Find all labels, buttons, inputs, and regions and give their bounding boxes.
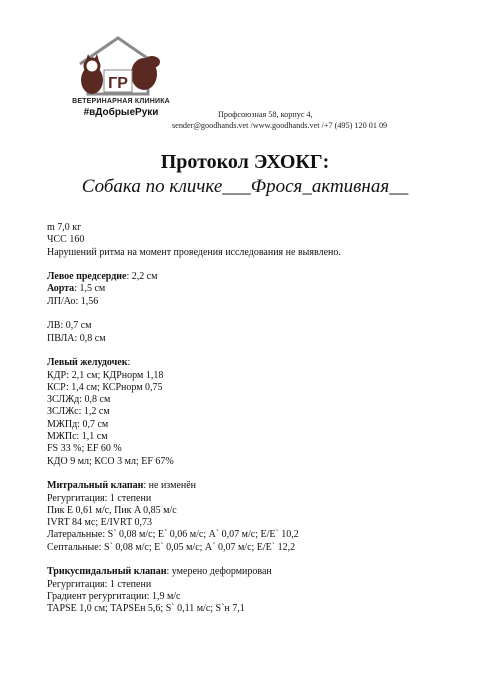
tricuspid-valve-heading bbox=[47, 566, 467, 578]
house-pets-logo-icon bbox=[74, 34, 168, 98]
mitral-measure-line: IVRT 84 мс; E/IVRT 0,73 bbox=[47, 517, 153, 529]
mitral-measure-line: Пик E 0,61 м/с, Пик A 0,85 м/с bbox=[47, 504, 177, 516]
rhythm-line: Нарушений ритма на момент проведения исследования не выявлено. bbox=[47, 246, 341, 258]
clinic-address: Профсоюзная 58, корпус 4, bbox=[218, 110, 313, 119]
lv-measure-line: МЖПд: 0,7 см bbox=[47, 418, 109, 430]
mitral-valve-label: Митральный клапан bbox=[47, 480, 144, 492]
mitral-valve-value: : не изменён bbox=[143, 480, 197, 492]
aorta-label: Аорта bbox=[47, 283, 75, 295]
pvla-line: ПВЛА: 0,8 см bbox=[47, 332, 106, 344]
aorta-value: : 1,5 см bbox=[74, 283, 106, 295]
lv-small-line: ЛВ: 0,7 см bbox=[47, 320, 92, 332]
tricuspid-measure-line: Регургитация: 1 степени bbox=[47, 578, 152, 590]
lv-measure-line: ЗСЛЖс: 1,2 см bbox=[47, 406, 110, 418]
tricuspid-measure-line: TAPSE 1,0 см; TAPSEн 5,6; S` 0,11 м/с; S`н 7,1 bbox=[47, 603, 245, 615]
left-ventricle-colon: : bbox=[127, 357, 131, 369]
left-ventricle-label: Левый желудочек bbox=[47, 357, 128, 369]
report-body bbox=[47, 222, 467, 616]
clinic-logo bbox=[56, 34, 186, 126]
lv-measure-line: КДР: 2,1 см; КДРнорм 1,18 bbox=[47, 369, 164, 381]
tricuspid-valve-label: Трикуспидальный клапан bbox=[47, 566, 167, 578]
lv-measure-line: МЖПс: 1,1 см bbox=[47, 431, 108, 443]
mitral-measure-line: Латеральные: S` 0,08 м/с; E` 0,06 м/с; A` 0,07 м/с; E/E` 10,2 bbox=[47, 529, 299, 541]
document-title: Протокол ЭХОКГ: bbox=[160, 151, 330, 173]
lv-measure-line: FS 33 %; EF 60 % bbox=[47, 443, 122, 455]
contact-block bbox=[172, 109, 432, 131]
left-atrium-label: Левое предсердие bbox=[47, 271, 127, 283]
clinic-name: ВЕТЕРИНАРНАЯ КЛИНИКА bbox=[72, 98, 170, 105]
tricuspid-measure-line: Градиент регургитации: 1,9 м/с bbox=[47, 590, 181, 602]
aorta-line bbox=[47, 283, 467, 295]
la-ao-ratio-line: ЛП/Ао: 1,56 bbox=[47, 295, 99, 307]
lv-measure-line: КСР: 1,4 см; КСРнорм 0,75 bbox=[47, 381, 163, 393]
mitral-measure-line: Регургитация: 1 степени bbox=[47, 492, 152, 504]
tricuspid-valve-value: : умерено деформирован bbox=[166, 566, 272, 578]
lv-measure-line: КДО 9 мл; КСО 3 мл; EF 67% bbox=[47, 455, 174, 467]
patient-name-line: Собака по кличке___Фрося_активная__ bbox=[81, 176, 409, 197]
lv-measure-line: ЗСЛЖд: 0,8 см bbox=[47, 394, 111, 406]
mitral-measure-line: Септальные: S` 0,08 м/с; E` 0,05 м/с; A` 0,07 м/с; E/E` 12,2 bbox=[47, 541, 296, 553]
weight-line: m 7,0 кг bbox=[47, 222, 82, 233]
svg-text:ГР: ГР bbox=[108, 75, 128, 92]
clinic-contacts: sender@goodhands.vet /www.goodhands.vet /+7 (495) 120 01 09 bbox=[172, 121, 388, 130]
mitral-valve-heading bbox=[47, 480, 467, 492]
clinic-hashtag: #вДобрыеРуки bbox=[83, 107, 159, 118]
left-atrium-line bbox=[47, 271, 467, 283]
heart-rate-line: ЧСС 160 bbox=[47, 234, 85, 246]
left-ventricle-heading bbox=[47, 357, 467, 369]
left-atrium-value: : 2,2 см bbox=[126, 271, 158, 283]
